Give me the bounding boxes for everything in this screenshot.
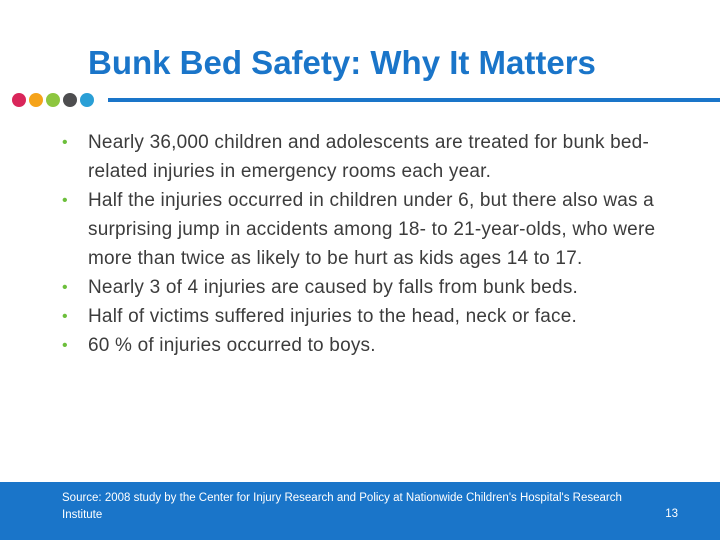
bullet-icon: • <box>62 337 68 354</box>
bullet-item <box>60 186 690 273</box>
bullet-icon: • <box>62 192 68 209</box>
bullet-item <box>60 273 690 302</box>
dot-icon <box>29 93 43 107</box>
bullet-item <box>60 331 690 360</box>
source-citation: Source: 2008 study by the Center for Injury Research and Policy at Nationwide Children's Hospital's Research Institute <box>62 492 622 521</box>
bullet-text: Nearly 36,000 children and adolescents are treated for bunk bed-related injuries in emergency rooms each year. <box>88 132 649 182</box>
bullet-icon: • <box>62 308 68 325</box>
bullet-text: 60 % of injuries occurred to boys. <box>88 335 376 356</box>
dot-icon <box>80 93 94 107</box>
dot-icon <box>63 93 77 107</box>
title-underline <box>108 98 720 102</box>
bullet-text: Half of victims suffered injuries to the head, neck or face. <box>88 306 577 327</box>
page-number: 13 <box>665 508 678 520</box>
bullet-item <box>60 302 690 331</box>
footer-bar <box>0 482 720 540</box>
slide-title: Bunk Bed Safety: Why It Matters <box>88 44 596 81</box>
bullet-icon: • <box>62 279 68 296</box>
bullet-text: Half the injuries occurred in children under 6, but there also was a surprising jump in accidents among 18- to 21-year-olds, who were more than twice as likely to be hurt as kids ages 14 to 17. <box>88 190 656 269</box>
bullet-icon: • <box>62 134 68 151</box>
bullet-text: Nearly 3 of 4 injuries are caused by falls from bunk beds. <box>88 277 579 298</box>
dot-icon <box>46 93 60 107</box>
dot-icon <box>12 93 26 107</box>
bullet-list <box>60 128 690 360</box>
bullet-item <box>60 128 690 186</box>
